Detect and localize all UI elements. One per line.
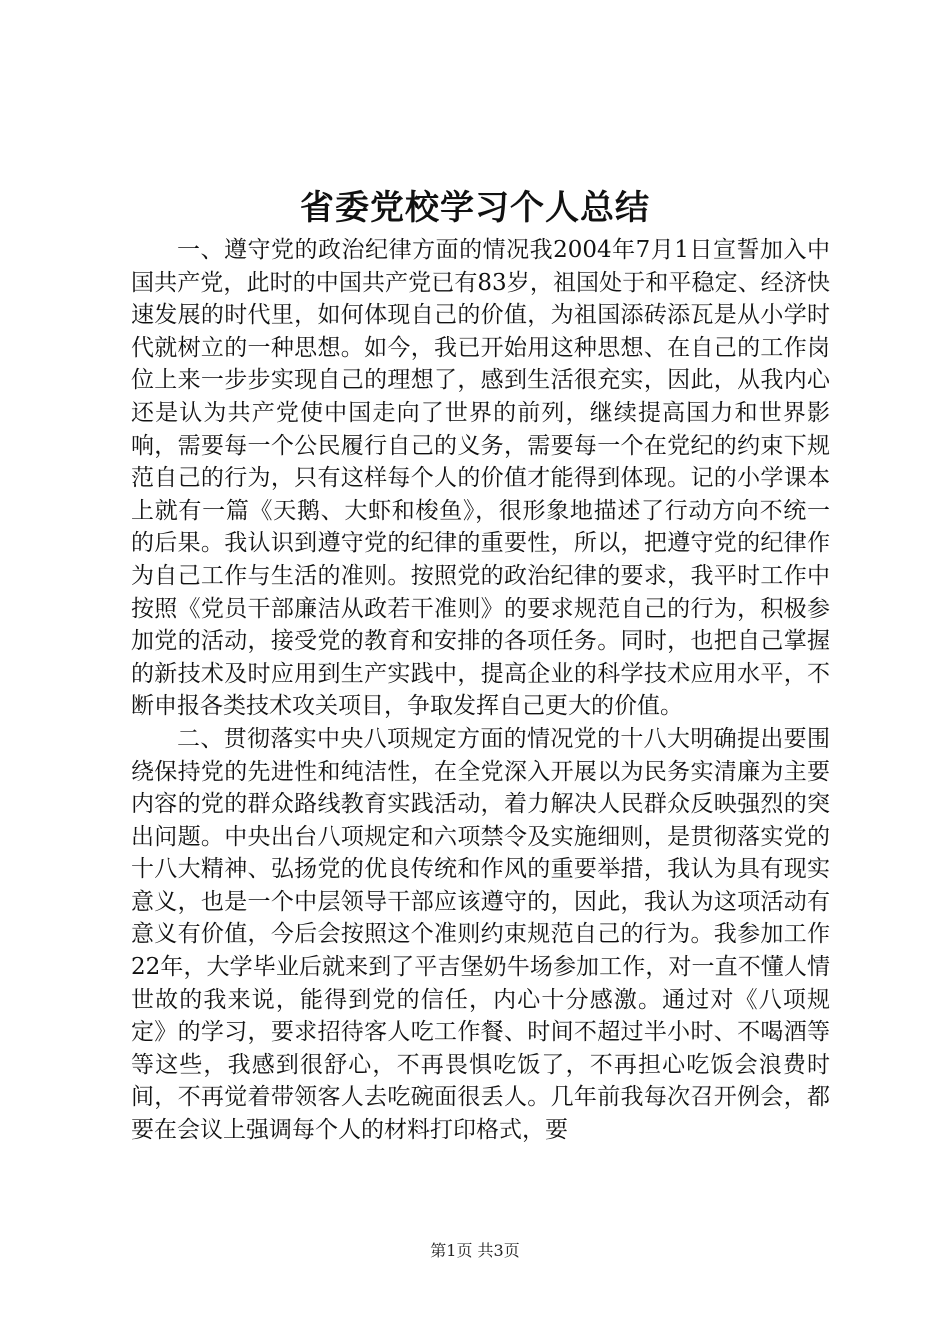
paragraph-1: 一、遵守党的政治纪律方面的情况我2004年7月1日宣誓加入中国共产党，此时的中国共产党已有83岁，祖国处于和平稳定、经济快速发展的时代里，如何体现自己的价值，为祖国添砖添瓦是从小学时代就树立的一种思想。如今，我已开始用这种思想、在自己的工作岗位上来一步步实现自己的理想了，感到生活很充实，因此，从我内心还是认为共产党使中国走向了世界的前列，继续提高国力和世界影响，需要每一个公民履行自己的义务，需要每一个在党纪的约束下规范自己的行为，只有这样每个人的价值才能得到体现。记的小学课本上就有一篇《天鹅、大虾和梭鱼》，很形象地描述了行动方向不统一的后果。我认识到遵守党的纪律的重要性，所以，把遵守党的纪律作为自己工作与生活的准则。按照党的政治纪律的要求，我平时工作中按照《党员干部廉洁从政若干准则》的要求规范自己的行为，积极参加党的活动，接受党的教育和安排的各项任务。同时，也把自己掌握的新技术及时应用到生产实践中，提高企业的科学技术应用水平，不断申报各类技术攻关项目，争取发挥自己更大的价值。 [131, 237, 830, 720]
page-number: 第1页 共3页 [430, 1241, 520, 1260]
document-title: 省委党校学习个人总结 [300, 188, 650, 228]
document-body [131, 234, 830, 1147]
paragraph-2: 二、贯彻落实中央八项规定方面的情况党的十八大明确提出要围绕保持党的先进性和纯洁性，在全党深入开展以为民务实清廉为主要内容的党的群众路线教育实践活动，着力解决人民群众反映强烈的突出问题。中央出台八项规定和六项禁令及实施细则，是贯彻落实党的十八大精神、弘扬党的优良传统和作风的重要举措，我认为具有现实意义，也是一个中层领导干部应该遵守的，因此，我认为这项活动有意义有价值，今后会按照这个准则约束规范自己的行为。我参加工作22年，大学毕业后就来到了平吉堡奶牛场参加工作，对一直不懂人情世故的我来说，能得到党的信任，内心十分感激。通过对《八项规定》的学习，要求招待客人吃工作餐、时间不超过半小时、不喝酒等等这些，我感到很舒心，不再畏惧吃饭了，不再担心吃饭会浪费时间，不再觉着带领客人去吃碗面很丢人。几年前我每次召开例会，都要在会议上强调每个人的材料打印格式，要 [131, 725, 830, 1144]
